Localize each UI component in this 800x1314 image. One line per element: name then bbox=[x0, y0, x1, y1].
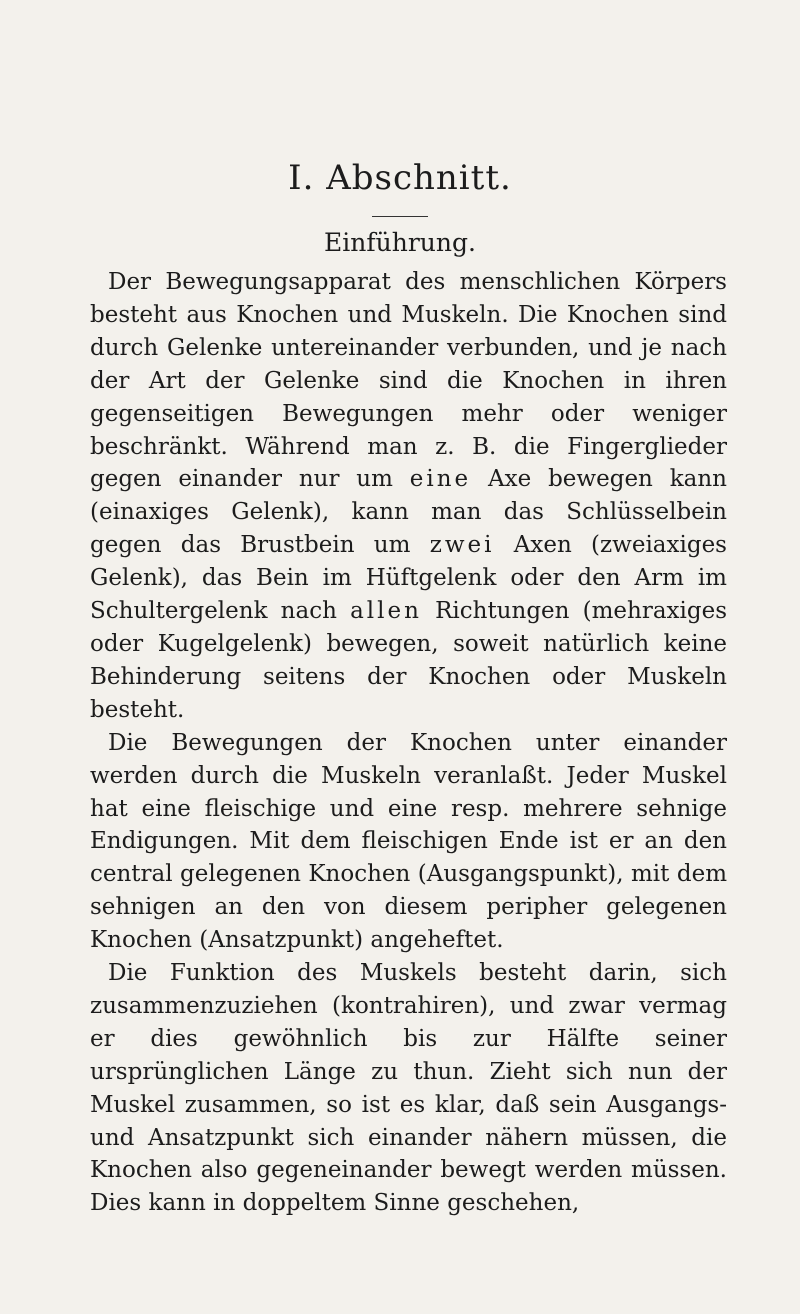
emphasized-word: allen bbox=[350, 598, 422, 625]
emphasized-word: zwei bbox=[429, 532, 495, 559]
text-segment: Axe bewegen kann (einaxiges Gelenk), kann man das Schlüsselbein gegen das Brustbein um bbox=[90, 466, 727, 559]
paragraph-2 bbox=[90, 727, 727, 957]
text-segment: Der Bewegungsapparat des menschlichen Körpers besteht aus Knochen und Muskeln. Die Knochen sind durch Gelenke untereinander verbunden, und je nach der Art der Gelenke sind die Knochen in ihren gegenseitigen Bewegungen mehr oder weniger beschränkt. Während man z. B. die Fingerglieder gegen einander nur um bbox=[90, 269, 727, 493]
paragraph-1 bbox=[90, 266, 727, 727]
heading-divider bbox=[372, 216, 428, 217]
text-segment: Die Funktion des Muskels besteht darin, sich zusammenzuziehen (kontrahiren), und zwar vermag er dies gewöhnlich bis zur Hälfte seiner ursprünglichen Länge zu thun. Zieht sich nun der Muskel zusammen, so ist es klar, daß sein Ausgangs- und Ansatzpunkt sich einander nähern müssen, die Knochen also gegeneinander bewegt werden müssen. Dies kann in doppeltem Sinne geschehen, bbox=[90, 960, 727, 1217]
body-text bbox=[90, 266, 727, 1220]
text-segment: Die Bewegungen der Knochen unter einander werden durch die Muskeln veranlaßt. Jeder Muskel hat eine fleischige und eine resp. mehrere sehnige Endigungen. Mit dem fleischigen Ende ist er an den central gelegenen Knochen (Ausgangspunkt), mit dem sehnigen an den von diesem peripher gelegenen Knochen (Ansatzpunkt) angeheftet. bbox=[90, 729, 727, 954]
text-segment: Axen (zweiaxiges Gelenk), das Bein im Hüftgelenk oder den Arm im Schultergelenk nach bbox=[90, 532, 727, 625]
text-segment: Richtungen (mehraxiges oder Kugelgelenk) bewegen, soweit natürlich keine Behinderung seitens der Knochen oder Muskeln besteht. bbox=[90, 598, 727, 723]
section-heading: I. Abschnitt. bbox=[288, 158, 512, 198]
paragraph-3 bbox=[90, 957, 727, 1220]
chapter-subtitle: Einführung. bbox=[324, 228, 476, 257]
emphasized-word: eine bbox=[409, 466, 472, 493]
